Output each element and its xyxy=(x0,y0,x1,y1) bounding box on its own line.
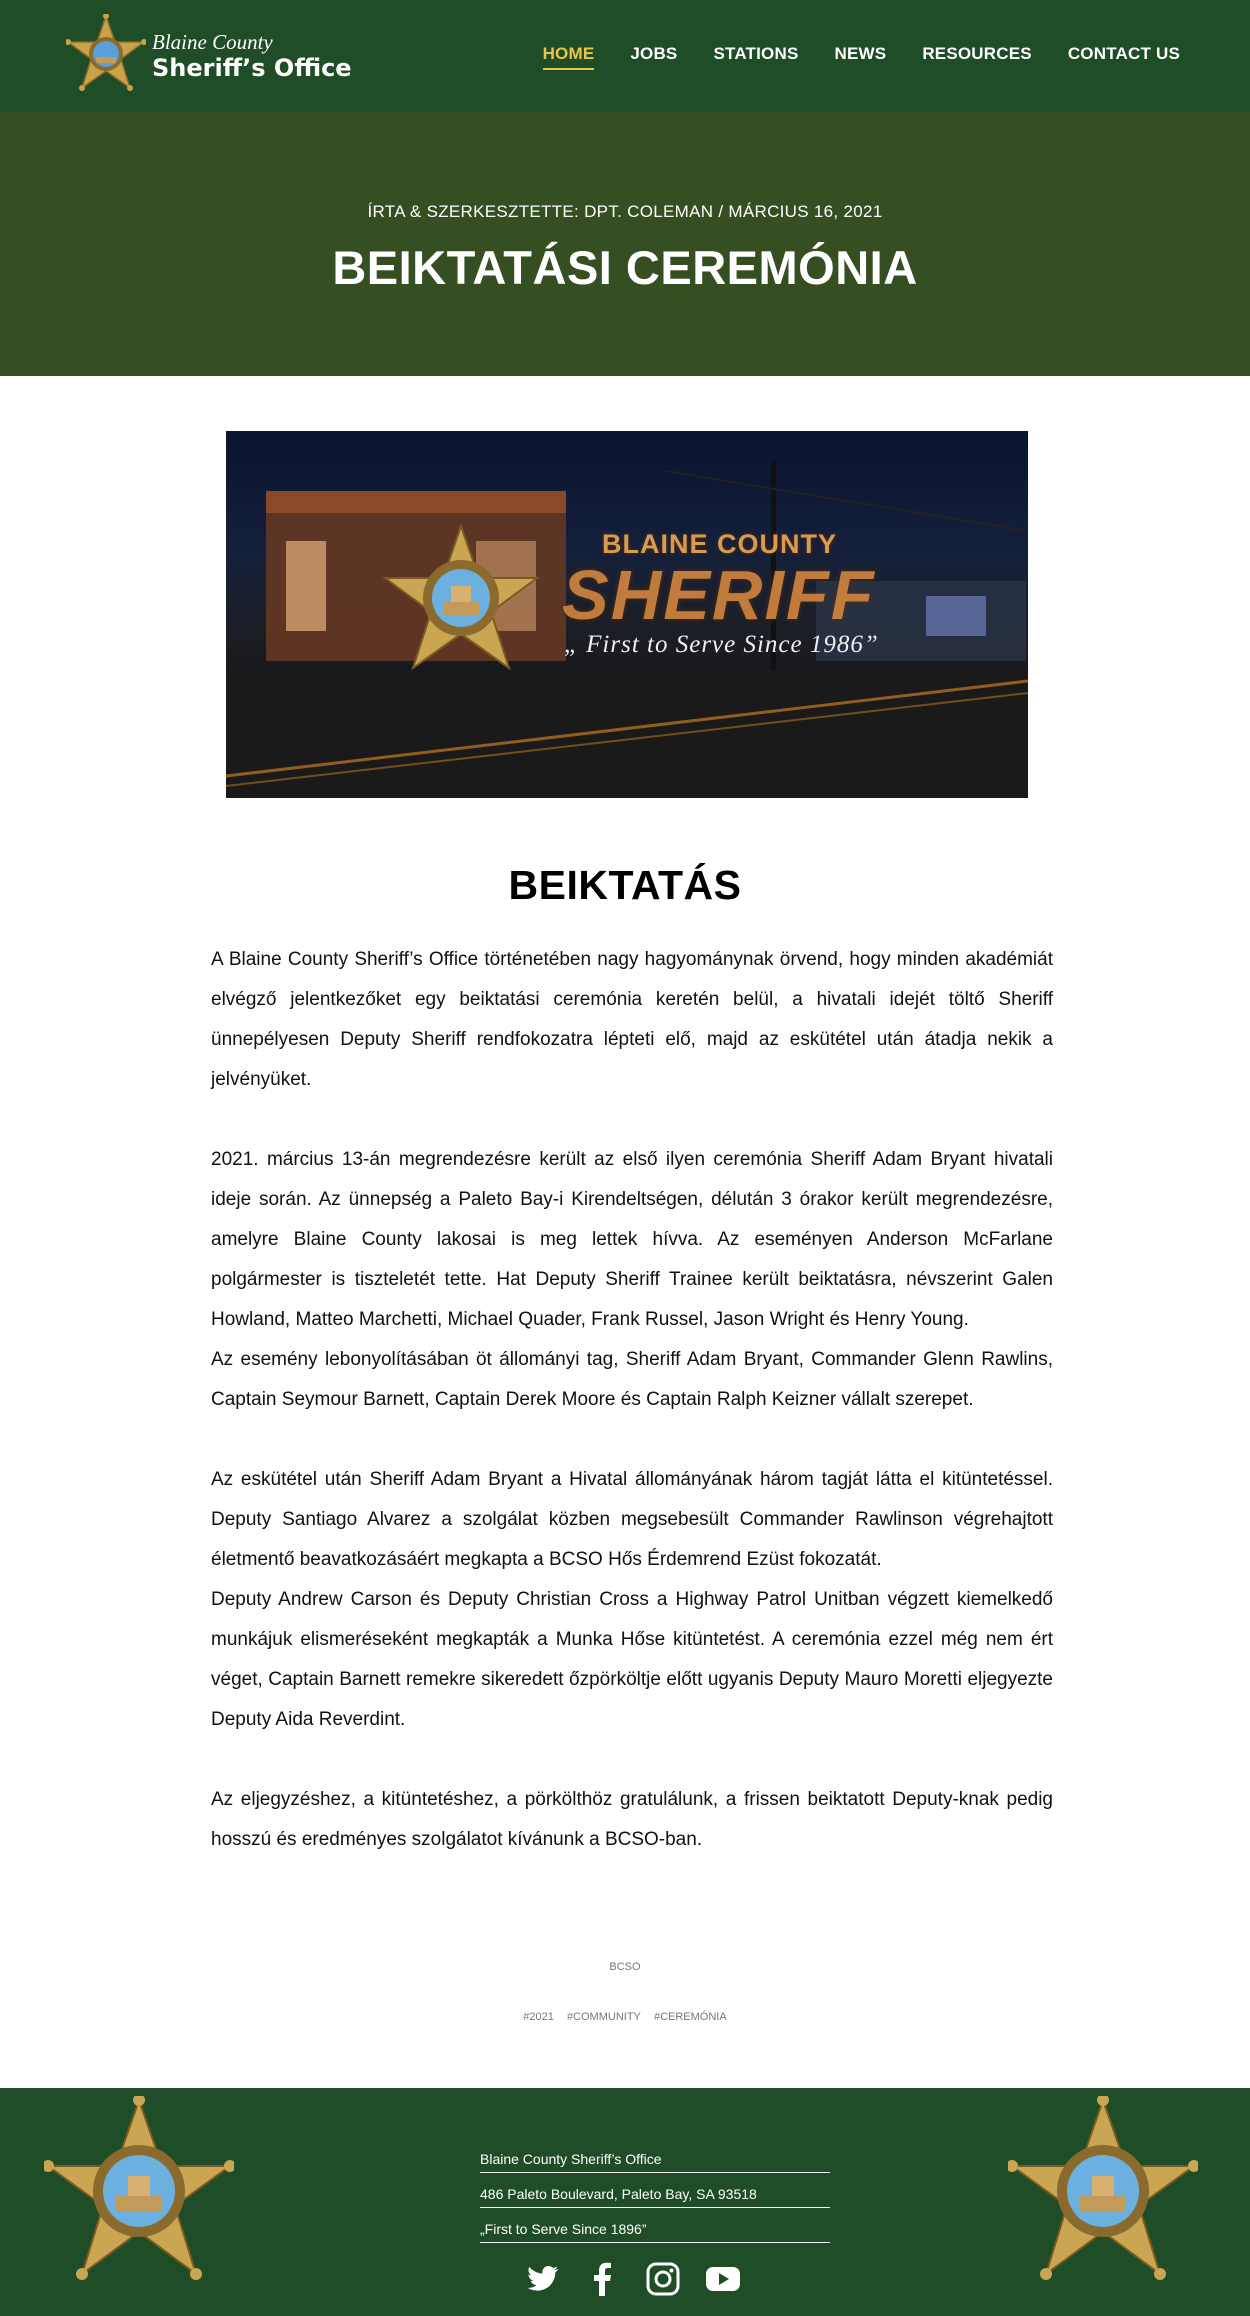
facebook-icon[interactable] xyxy=(584,2260,622,2298)
nav-contact-us[interactable]: CONTACT US xyxy=(1067,44,1180,63)
site-footer xyxy=(0,2088,1250,2316)
article-paragraph-3b: Deputy Andrew Carson és Deputy Christian Cross a Highway Patrol Unitban végzett kiemelkedő munkájuk elismeréseként megkapták a Munka Hőse kitüntetést. A ceremónia ezzel még nem ért véget, Captain Barnett remekre sikeredett őzpörköltje előtt ugyanis Deputy Mauro Moretti eljegyezte Deputy Aida Reverdint. xyxy=(211,1589,1053,1730)
twitter-icon[interactable] xyxy=(524,2260,562,2298)
instagram-icon[interactable] xyxy=(644,2260,682,2298)
article-meta: ÍRTA & SZERKESZTETTE: DPT. COLEMAN / MÁRCIUS 16, 2021 xyxy=(367,202,883,221)
tag-link[interactable]: #CEREMÓNIA xyxy=(653,2011,727,2023)
banner-sheriff-text: SHERIFF xyxy=(562,556,876,634)
sheriff-badge-logo[interactable] xyxy=(66,14,146,100)
footer-org-name: Blaine County Sheriff’s Office xyxy=(480,2146,830,2173)
youtube-icon[interactable] xyxy=(704,2260,742,2298)
main-nav xyxy=(543,44,1180,70)
nav-resources[interactable]: RESOURCES xyxy=(922,44,1032,63)
brand-name[interactable] xyxy=(152,30,352,82)
social-links xyxy=(524,2260,742,2298)
article-paragraph-2b: Az esemény lebonyolításában öt állományi tag, Sheriff Adam Bryant, Commander Glenn Rawlins, Captain Seymour Barnett, Captain Derek Moore és Captain Ralph Keizner vállalt szerepet. xyxy=(211,1349,1053,1410)
brand-line-county: Blaine County xyxy=(152,30,273,54)
page-title: BEIKTATÁSI CEREMÓNIA xyxy=(332,241,918,294)
article-body xyxy=(211,940,1053,1900)
footer-address: 486 Paleto Boulevard, Paleto Bay, SA 93518 xyxy=(480,2181,830,2208)
nav-jobs[interactable]: JOBS xyxy=(630,44,678,63)
sheriff-badge-icon xyxy=(1008,2096,1198,2306)
nav-stations[interactable]: STATIONS xyxy=(713,44,799,63)
tag-link[interactable]: #2021 xyxy=(523,2011,554,2023)
banner-county-text: BLAINE COUNTY xyxy=(602,529,837,559)
article-paragraph-2: 2021. március 13-án megrendezésre került az első ilyen ceremónia Sheriff Adam Bryant hivatali ideje során. Az ünnepség a Paleto Bay-i Kirendeltségen, délután 3 órakor került megrendezésre, amelyre Blaine County lakosai is meg lettek hívva. Az eseményen Anderson McFarlane polgármester is tiszteletét tette. Hat Deputy Sheriff Trainee került beiktatásra, névszerint Galen Howland, Matteo Marchetti, Michael Quader, Frank Russel, Jason Wright és Henry Young. xyxy=(211,1149,1053,1330)
sheriff-badge-icon xyxy=(44,2096,234,2306)
article-banner-image xyxy=(226,431,1028,798)
article-paragraph-4: Az eljegyzéshez, a kitüntetéshez, a pörkölthöz gratulálunk, a frissen beiktatott Deputy-knak pedig hosszú és eredményes szolgálatot kívánunk a BCSO-ban. xyxy=(211,1789,1053,1850)
footer-contact-info xyxy=(480,2146,830,2251)
article-paragraph-3: Az eskütétel után Sheriff Adam Bryant a Hivatal állományának három tagját látta el kitüntetéssel. Deputy Santiago Alvarez a szolgálat közben megsebesült Commander Rawlinson végrehajtott életmentő beavatkozásáért megkapta a BCSO Hős Érdemrend Ezüst fokozatát. xyxy=(211,1469,1053,1570)
article-heading: BEIKTATÁS xyxy=(508,862,742,908)
nav-news[interactable]: NEWS xyxy=(834,44,887,63)
article-tags xyxy=(0,2011,1250,2023)
article-paragraph-1: A Blaine County Sheriff’s Office történetében nagy hagyománynak örvend, hogy minden akadémiát elvégző jelentkezőket egy beiktatási ceremónia keretén belül, a hivatali idejét töltő Sheriff ünnepélyesen Deputy Sheriff rendfokozatra lépteti elő, majd az eskütétel után átadja nekik a jelvényüket. xyxy=(211,949,1053,1090)
article-hero xyxy=(0,112,1250,376)
brand-line-office: Sheriff’s Office xyxy=(152,54,352,82)
category-link[interactable]: BCSO xyxy=(609,1961,641,1973)
tag-link[interactable]: #COMMUNITY xyxy=(566,2011,641,2023)
nav-home[interactable]: HOME xyxy=(543,44,595,70)
banner-motto-text: „ First to Serve Since 1986” xyxy=(564,631,879,658)
site-header xyxy=(0,0,1250,112)
article-category[interactable] xyxy=(0,1961,1250,1973)
footer-motto: „First to Serve Since 1896” xyxy=(480,2216,830,2243)
